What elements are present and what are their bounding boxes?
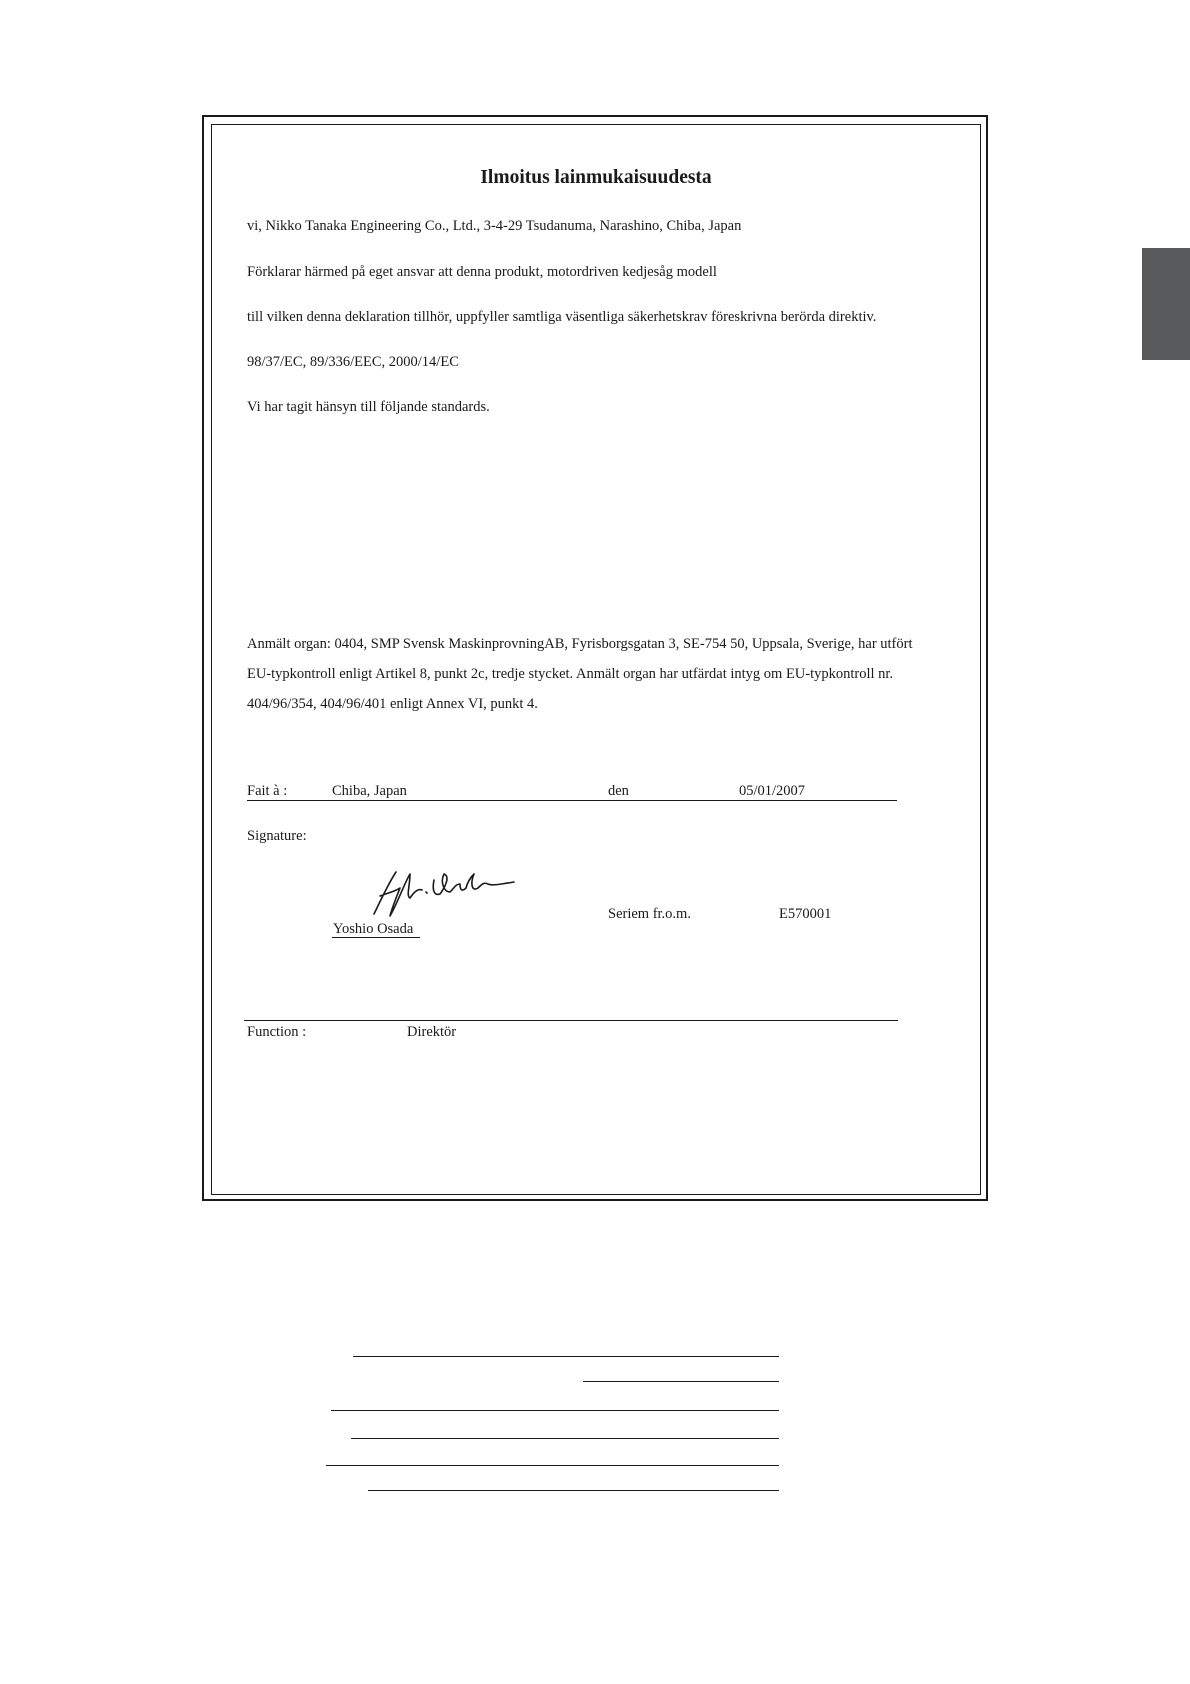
serial-label: Seriem fr.o.m. [608,906,691,922]
standards-line: Vi har tagit hänsyn till följande standards. [247,399,490,415]
declaration-line: Förklarar härmed på eget ansvar att denna produkt, motordriven kedjesåg modell [247,264,717,280]
blank-rule [351,1438,779,1439]
blank-rule [331,1410,779,1411]
notified-body-line: 404/96/354, 404/96/401 enligt Annex VI, punkt 4. [247,696,538,712]
serial-value: E570001 [779,906,832,922]
directives-line: 98/37/EC, 89/336/EEC, 2000/14/EC [247,354,459,370]
blank-rule [353,1356,779,1357]
place-date-rule [247,800,897,801]
place-value: Chiba, Japan [332,783,407,799]
signature-label: Signature: [247,828,307,844]
document-frame-inner [211,124,981,1195]
function-value: Direktör [407,1024,457,1040]
blank-rule [583,1381,779,1382]
notified-body-line: EU-typkontroll enligt Artikel 8, punkt 2c, tredje stycket. Anmält organ har utfärdat intyg om EU-typkontroll nr. [247,666,894,682]
signer-name-underline [332,937,420,938]
document-title: Ilmoitus lainmukaisuudesta [480,167,712,188]
place-label: Fait à : [247,783,288,799]
blank-rule [326,1465,779,1466]
manufacturer-line: vi, Nikko Tanaka Engineering Co., Ltd., 3-4-29 Tsudanuma, Narashino, Chiba, Japan [247,218,742,234]
function-rule [244,1020,898,1021]
handwritten-signature [364,862,534,922]
signer-name: Yoshio Osada [333,921,414,937]
blank-rule [368,1490,779,1491]
notified-body-line: Anmält organ: 0404, SMP Svensk MaskinprovningAB, Fyrisborgsgatan 3, SE-754 50, Uppsala, Sverige, har utfört [247,636,913,652]
date-value: 05/01/2007 [739,783,806,799]
function-label: Function : [247,1024,307,1040]
conformity-line: till vilken denna deklaration tillhör, uppfyller samtliga väsentliga säkerhetskrav föreskrivna berörda direktiv. [247,309,877,325]
date-label: den [608,783,629,799]
section-tab [1142,248,1190,360]
